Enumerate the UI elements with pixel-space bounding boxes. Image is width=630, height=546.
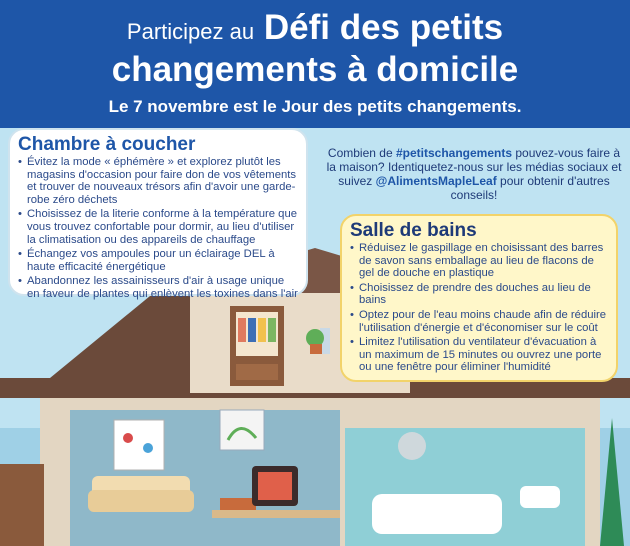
shirt-1	[238, 318, 246, 342]
social-handle: @AlimentsMapleLeaf	[375, 174, 497, 188]
bedroom-title: Chambre à coucher	[18, 134, 196, 155]
title-part-1: Défi des petits	[263, 8, 504, 47]
bathroom-item: • Choisissez de prendre des douches au lieu de bains	[350, 282, 608, 307]
title-prefix: Participez au	[126, 19, 255, 44]
bathroom-item: • Limitez l'utilisation du ventilateur d'évacuation à un maximum de 15 minutes ou ouvrez une porte ou une fenêtre pour éliminer l'humidité	[350, 336, 608, 374]
plant-pot	[310, 344, 322, 354]
social-text-2: pouvez-vous faire à la maison? Identiquetez-nous sur les médias sociaux et suivez	[326, 146, 622, 188]
bathroom-title: Salle de bains	[350, 220, 477, 241]
bathtub	[372, 494, 502, 534]
shirt-4	[268, 318, 276, 342]
bathroom-list	[350, 242, 608, 374]
map-poster	[114, 420, 164, 470]
house-scene	[0, 128, 630, 546]
header-banner	[0, 0, 630, 128]
bedroom-item: • Abandonnez les assainisseurs d'air à usage unique en faveur de plantes qui enlèvent les toxines dans l'air	[18, 275, 298, 300]
hashtag: #petitschangements	[395, 146, 513, 160]
bedroom-item: • Choisissez de la literie conforme à la température que vous trouvez confortable pour dormir, au lieu d'utiliser la climatisation ou des appareils de chauffage	[18, 208, 298, 246]
shower-head	[398, 432, 426, 460]
books	[220, 498, 256, 512]
map-detail-1	[123, 433, 133, 443]
social-text-1: Combien de	[327, 146, 396, 160]
tv-table	[212, 510, 340, 518]
bedroom-item: • Évitez la mode « éphémère » et explorez plutôt les magasins d'occasion pour faire don de vos vêtements et trouver de nouveaux trésors afin d'avoir une garde-robe zéro déchets	[18, 156, 298, 206]
subtitle: Le 7 novembre est le Jour des petits changements.	[108, 97, 522, 116]
tv-screen	[258, 472, 292, 500]
sofa-seat	[88, 490, 194, 512]
title-line-2: changements à domicile	[111, 50, 519, 89]
drawers	[236, 364, 278, 380]
bathroom-item: • Réduisez le gaspillage en choisissant des barres de savon sans emballage au lieu de flacons de gel de douche en plastique	[350, 242, 608, 280]
bathroom-bubble	[340, 214, 618, 382]
bathroom-item: • Optez pour de l'eau moins chaude afin de réduire l'utilisation d'énergie et d'économiser sur le coût	[350, 309, 608, 334]
shirt-2	[248, 318, 256, 342]
bedroom-bubble	[8, 128, 308, 300]
picture-frame	[220, 410, 264, 450]
map-detail-2	[143, 443, 153, 453]
social-callout	[324, 146, 624, 202]
bedroom-item: • Échangez vos ampoules pour un éclairage DEL à haute efficacité énergétique	[18, 248, 298, 273]
social-text-3: pour obtenir d'autres conseils!	[450, 174, 610, 202]
porch-railing	[0, 464, 44, 546]
title-line-1	[0, 8, 630, 48]
bedroom-list	[18, 156, 298, 301]
sink	[520, 486, 560, 508]
shirt-3	[258, 318, 266, 342]
